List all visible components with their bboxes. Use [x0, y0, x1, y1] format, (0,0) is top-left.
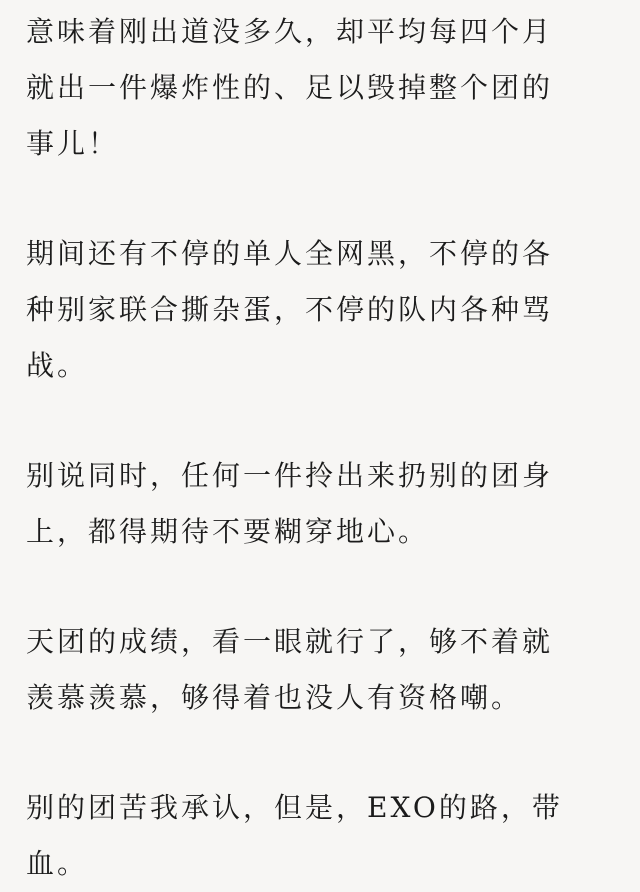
text-line: 血。 — [26, 847, 89, 880]
text-line: 战。 — [26, 349, 89, 382]
paragraph-3 — [26, 448, 618, 560]
text-line: 别的团苦我承认，但是，EXO的路，带 — [26, 791, 563, 824]
paragraph-5 — [26, 780, 618, 892]
paragraph-4 — [26, 614, 618, 726]
text-line: 天团的成绩，看一眼就行了，够不着就 — [26, 625, 554, 658]
text-line: 事儿！ — [26, 127, 120, 160]
text-line: 羡慕羡慕，够得着也没人有资格嘲。 — [26, 681, 523, 714]
text-line: 别说同时，任何一件拎出来扔别的团身 — [26, 459, 554, 492]
text-line: 就出一件爆炸性的、足以毁掉整个团的 — [26, 71, 554, 104]
text-line: 上，都得期待不要糊穿地心。 — [26, 515, 430, 548]
text-line: 种别家联合撕杂蛋，不停的队内各种骂 — [26, 293, 554, 326]
text-line: 期间还有不停的单人全网黑，不停的各 — [26, 237, 554, 270]
paragraph-1 — [26, 4, 618, 172]
text-line: 意味着刚出道没多久，却平均每四个月 — [26, 15, 554, 48]
paragraph-2 — [26, 226, 618, 394]
